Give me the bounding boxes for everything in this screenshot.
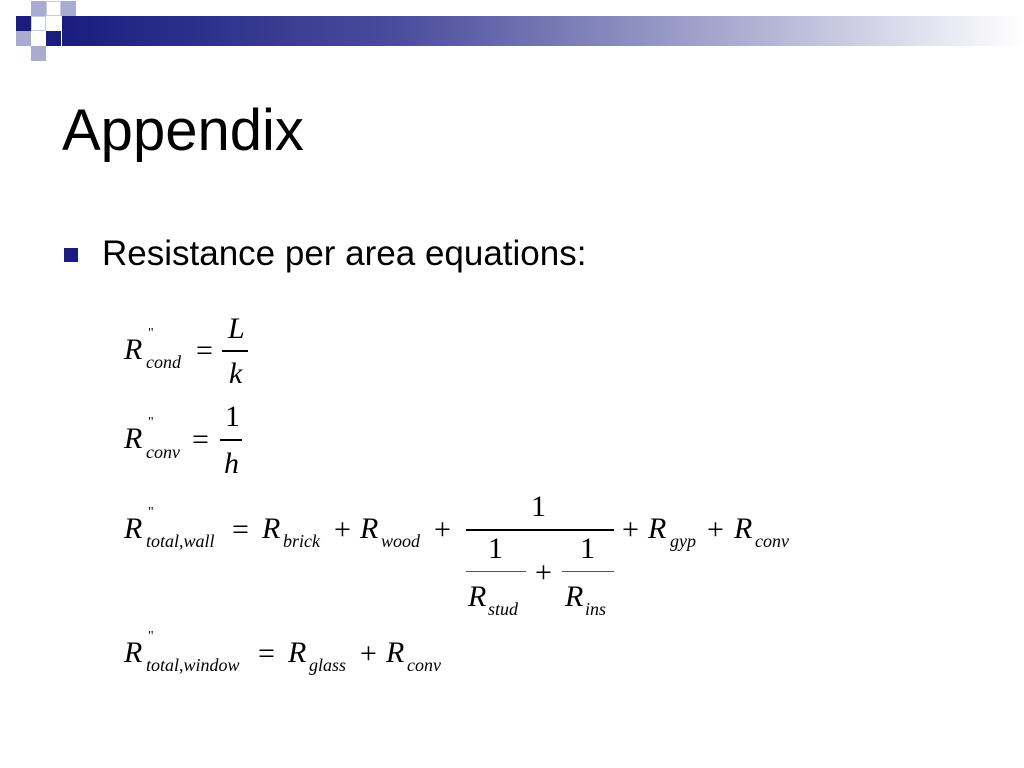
eq-window-prime: " [148, 629, 154, 644]
eq-wall-plus-4: + [707, 513, 724, 546]
eq-wall-plus-2: + [434, 513, 451, 546]
eq-wall-conv-R: R [734, 512, 753, 545]
corner-square-7 [46, 1, 61, 16]
eq-cond-numerator: L [228, 312, 245, 345]
eq-window-glass-R: R [288, 636, 307, 669]
header-gradient-bar [62, 16, 1024, 46]
eq-wall-stud-fraction-bar [466, 571, 526, 572]
corner-square-5 [46, 31, 61, 46]
eq-cond-prime: " [148, 326, 154, 341]
corner-square-3 [31, 16, 46, 31]
eq-cond-equals: = [196, 334, 213, 367]
eq-wall-gyp-sub: gyp [670, 531, 696, 551]
eq-cond-fraction-bar [222, 350, 248, 352]
eq-wall-R: R [124, 512, 143, 545]
eq-window-equals: = [258, 637, 275, 670]
eq-wall-brick-sub: brick [283, 531, 320, 551]
eq-wall-ins-numerator: 1 [580, 532, 595, 565]
eq-wall-wood-R: R [360, 512, 379, 545]
corner-square-4 [16, 31, 31, 46]
bullet-item [64, 232, 586, 276]
eq-wall-stud-numerator: 1 [488, 532, 503, 565]
eq-conv-R: R [124, 422, 143, 455]
eq-cond-denominator: k [229, 357, 243, 390]
eq-window-glass-sub: glass [309, 655, 347, 675]
eq-wall-sub: total,wall [146, 531, 215, 551]
eq-window-conv-sub: conv [407, 655, 441, 675]
eq-conv-prime: " [148, 415, 154, 430]
eq-wall-stud-sub: stud [488, 599, 519, 619]
corner-square-1 [16, 16, 31, 31]
slide-title: Appendix [62, 98, 304, 163]
eq-wall-ins-R: R [565, 580, 584, 613]
bullet-square-icon [64, 248, 78, 262]
eq-wall-gyp-R: R [648, 512, 667, 545]
eq-cond-R: R [124, 333, 143, 366]
eq-conv-fraction-bar [220, 439, 242, 441]
corner-square-8 [61, 1, 76, 16]
eq-wall-big-numerator: 1 [531, 490, 546, 523]
eq-wall-plus-3: + [622, 513, 639, 546]
eq-wall-stud-R: R [468, 580, 487, 613]
eq-conv-sub: conv [146, 442, 180, 462]
eq-wall-brick-R: R [262, 512, 281, 545]
eq-window-plus: + [360, 637, 377, 670]
eq-wall-conv-sub: conv [755, 531, 789, 551]
eq-cond-sub: cond [146, 352, 181, 372]
eq-wall-plus-1: + [334, 513, 351, 546]
eq-conv-numerator: 1 [225, 400, 240, 433]
eq-wall-big-fraction-bar [466, 529, 614, 531]
eq-conv-equals: = [192, 423, 209, 456]
eq-wall-wood-sub: wood [381, 531, 421, 551]
bullet-text: Resistance per area equations: [102, 234, 587, 273]
eq-wall-equals: = [232, 513, 249, 546]
eq-conv-denominator: h [224, 447, 239, 480]
eq-window-sub: total,window [146, 655, 240, 675]
corner-square-6 [31, 46, 46, 61]
eq-wall-ins-sub: ins [585, 599, 607, 619]
eq-wall-inner-plus: + [535, 556, 552, 589]
eq-window-R: R [124, 636, 143, 669]
eq-wall-ins-fraction-bar [562, 571, 614, 572]
corner-square-2 [31, 1, 46, 16]
eq-window-conv-R: R [386, 636, 405, 669]
eq-wall-prime: " [148, 505, 154, 520]
